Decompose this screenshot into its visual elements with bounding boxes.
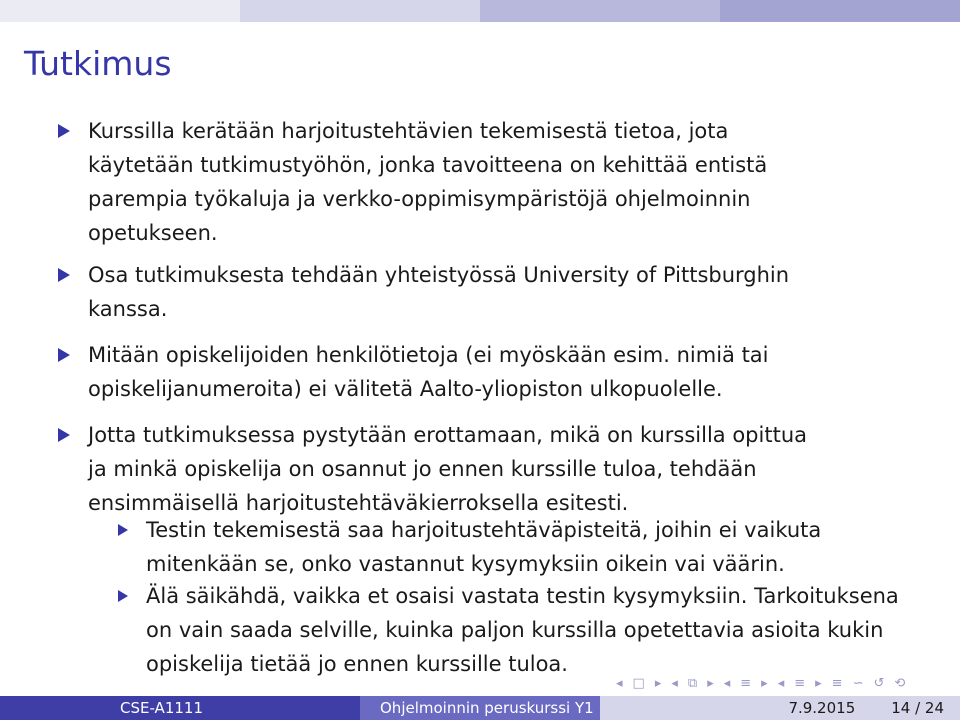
bullet-triangle-icon — [58, 268, 70, 282]
bullet-line: Älä säikähdä, vaikka et osaisi vastata testin kysymyksiin. Tarkoituksena — [146, 584, 899, 608]
bullet-line: opiskelija tietää jo ennen kurssille tuloa. — [146, 652, 568, 676]
nav-back-icon[interactable]: ↺ — [873, 676, 885, 691]
bullet-item — [88, 418, 948, 520]
beamer-navigation-bar — [616, 676, 905, 691]
nav-next-subsection-icon[interactable]: ▸ — [707, 676, 714, 691]
header-segment — [720, 0, 960, 22]
bullet-line: Kurssilla kerätään harjoitustehtävien tekemisestä tietoa, jota — [88, 119, 729, 143]
bullet-line: Jotta tutkimuksessa pystytään erottamaan, mikä on kurssilla opittua — [88, 423, 807, 447]
header-segment — [240, 0, 480, 22]
bullet-line: mitenkään se, onko vastannut kysymyksiin oikein vai väärin. — [146, 552, 785, 576]
nav-next-frame-icon[interactable]: ▸ — [654, 676, 662, 691]
nav-next-section-icon[interactable]: ▸ — [761, 676, 768, 691]
bullet-line: Mitään opiskelijoiden henkilötietoja (ei myöskään esim. nimiä tai — [88, 343, 769, 367]
header-progress-strip — [0, 0, 960, 22]
bullet-line: ensimmäisellä harjoitustehtäväkierroksella esitesti. — [88, 491, 629, 515]
nav-next-document-icon[interactable]: ▸ — [815, 676, 822, 691]
bullet-line: opiskelijanumeroita) ei välitetä Aalto-yliopiston ulkopuolelle. — [88, 377, 723, 401]
nav-prev-subsection-icon[interactable]: ◂ — [671, 676, 678, 691]
nav-forward-icon[interactable]: ⟲ — [894, 676, 906, 691]
nav-section-icon[interactable]: ≡ — [740, 676, 752, 691]
bullet-line: Osa tutkimuksesta tehdään yhteistyössä University of Pittsburghin — [88, 263, 790, 287]
frame-title: Tutkimus — [24, 44, 172, 83]
bullet-triangle-icon — [58, 428, 70, 442]
bullet-line: Testin tekemisestä saa harjoitustehtäväpisteitä, joihin ei vaikuta — [146, 518, 822, 542]
header-segment — [0, 0, 240, 22]
header-segment — [480, 0, 720, 22]
bullet-line: opetukseen. — [88, 221, 218, 245]
footer-info — [600, 696, 960, 720]
bullet-item — [88, 338, 948, 406]
nav-prev-document-icon[interactable]: ◂ — [777, 676, 785, 691]
sub-bullet-triangle-icon — [118, 590, 128, 602]
footer-course-name: Ohjelmoinnin peruskurssi Y1 — [360, 696, 600, 720]
nav-outline-icon[interactable]: ≡ — [831, 676, 843, 691]
bullet-line: käytetään tutkimustyöhön, jonka tavoitteena on kehittää entistä — [88, 153, 768, 177]
footer-course-code: CSE-A1111 — [0, 696, 360, 720]
bullet-line: kanssa. — [88, 297, 168, 321]
bullet-line: ja minkä opiskelija on osannut jo ennen kurssille tuloa, tehdään — [88, 457, 757, 481]
footer-bar — [0, 696, 960, 720]
nav-prev-frame-icon[interactable]: ◂ — [616, 676, 623, 691]
footer-date: 7.9.2015 — [788, 699, 856, 717]
nav-search-icon[interactable]: ∽ — [852, 676, 864, 691]
nav-document-icon[interactable]: ≡ — [794, 676, 806, 691]
bullet-triangle-icon — [58, 348, 70, 362]
bullet-item — [88, 258, 948, 326]
nav-subsection-icon[interactable]: ⧉ — [687, 676, 698, 691]
sub-bullet-triangle-icon — [118, 524, 128, 536]
bullet-triangle-icon — [58, 124, 70, 138]
nav-frame-icon[interactable]: □ — [632, 676, 645, 691]
footer-page-number: 14 / 24 — [891, 699, 944, 717]
nav-prev-section-icon[interactable]: ◂ — [723, 676, 731, 691]
bullet-item — [88, 114, 948, 250]
sub-bullet-item — [146, 579, 946, 681]
sub-bullet-item — [146, 513, 946, 581]
bullet-line: parempia työkaluja ja verkko-oppimisympäristöjä ohjelmoinnin — [88, 187, 751, 211]
bullet-line: on vain saada selville, kuinka paljon kurssilla opetettavia asioita kukin — [146, 618, 884, 642]
